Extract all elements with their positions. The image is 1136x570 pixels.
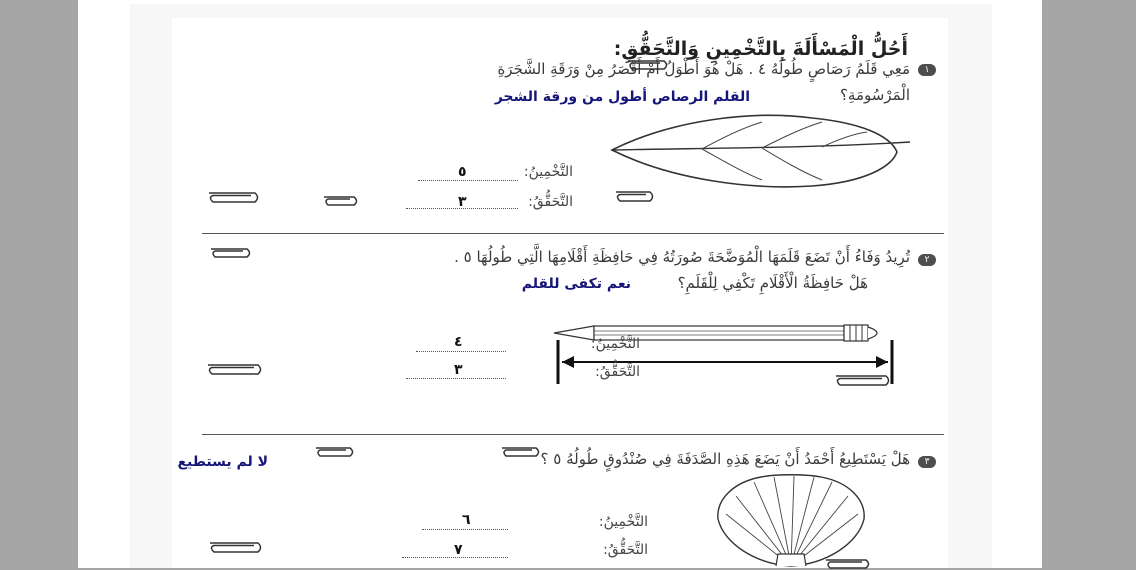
question-3-check-value: ٧ [454, 542, 463, 558]
paperclip-icon [312, 446, 356, 458]
paperclip-icon [206, 541, 264, 554]
paperclip-icon [207, 247, 253, 259]
question-1-number: ١ [918, 64, 936, 76]
worksheet-content [172, 18, 948, 568]
paperclip-icon [624, 59, 670, 71]
question-1-line1: مَعِي قَلَمُ رَصَاصٍ طُولُهُ ٤ . هَلْ هُوَ أَطْوَلُ أَمْ أَقْصَرُ مِنْ وَرَقَةِ الشَّجَرَةِ [497, 60, 910, 78]
shell-icon [716, 474, 866, 569]
question-2-check-label: التَّحَقُّقُ: [595, 364, 640, 380]
paperclip-icon [832, 374, 892, 387]
question-1-check-value: ٣ [458, 194, 467, 210]
question-3-number: ٣ [918, 456, 936, 468]
question-3-line1: هَلْ يَسْتَطِيعُ أَحْمَدُ أَنْ يَضَعَ هَذِهِ الصَّدَفَةَ فِي صُنْدُوقٍ طُولُهُ ٥ ؟ [540, 450, 910, 468]
worksheet-heading: أَحُلُّ الْمَسْأَلَةَ بِالتَّخْمِينِ وَالتَّحَقُّقِ: [613, 38, 908, 60]
question-1-line2: الْمَرْسُومَةِ؟ [839, 86, 910, 104]
paperclip-icon [320, 195, 360, 207]
question-2-line1: تُرِيدُ وَفَاءُ أَنْ تَضَعَ قَلَمَهَا الْمُوَضَّحَةَ صُورَتُهُ فِي حَافِظَةِ أَقْلَامِهَا الَّتِي طُولُهَا ٥ . [454, 248, 910, 266]
question-1-estimate-dots [418, 180, 518, 181]
divider-2 [202, 434, 944, 435]
question-1-check-label: التَّحَقُّقُ: [528, 194, 573, 210]
paperclip-icon [205, 191, 261, 204]
leaf-icon [612, 110, 912, 190]
question-2-line2: هَلْ حَافِظَةُ الْأَقْلَامِ تَكْفِي لِلْقَلَمِ؟ [677, 274, 868, 292]
question-1-estimate-label: التَّخْمِينُ: [523, 164, 573, 180]
question-1-estimate-value: ٥ [458, 164, 467, 180]
question-3-answer: لا لم يستطيع [177, 454, 268, 470]
question-3-check-label: التَّحَقُّقُ: [603, 542, 648, 558]
divider-1 [202, 233, 944, 234]
question-2-answer: نعم تكفى للقلم [521, 276, 631, 292]
worksheet-page [78, 0, 1042, 568]
paperclip-icon [822, 558, 872, 570]
paperclip-icon [612, 190, 656, 203]
question-2-estimate-value: ٤ [454, 334, 463, 350]
worksheet-sheet [130, 4, 992, 568]
question-2-number: ٢ [918, 254, 936, 266]
question-2-estimate-label: التَّخْمِينُ: [590, 336, 640, 352]
paperclip-icon [498, 446, 542, 458]
question-2-check-dots [406, 378, 506, 379]
paperclip-icon [204, 363, 264, 376]
question-2-estimate-dots [416, 351, 506, 352]
question-3-estimate-label: التَّخْمِينُ: [598, 514, 648, 530]
question-3-estimate-dots [422, 529, 508, 530]
question-1-answer: القلم الرصاص أطول من ورقة الشجر [494, 89, 750, 105]
question-3-estimate-value: ٦ [462, 512, 471, 528]
question-2-check-value: ٣ [454, 362, 463, 378]
